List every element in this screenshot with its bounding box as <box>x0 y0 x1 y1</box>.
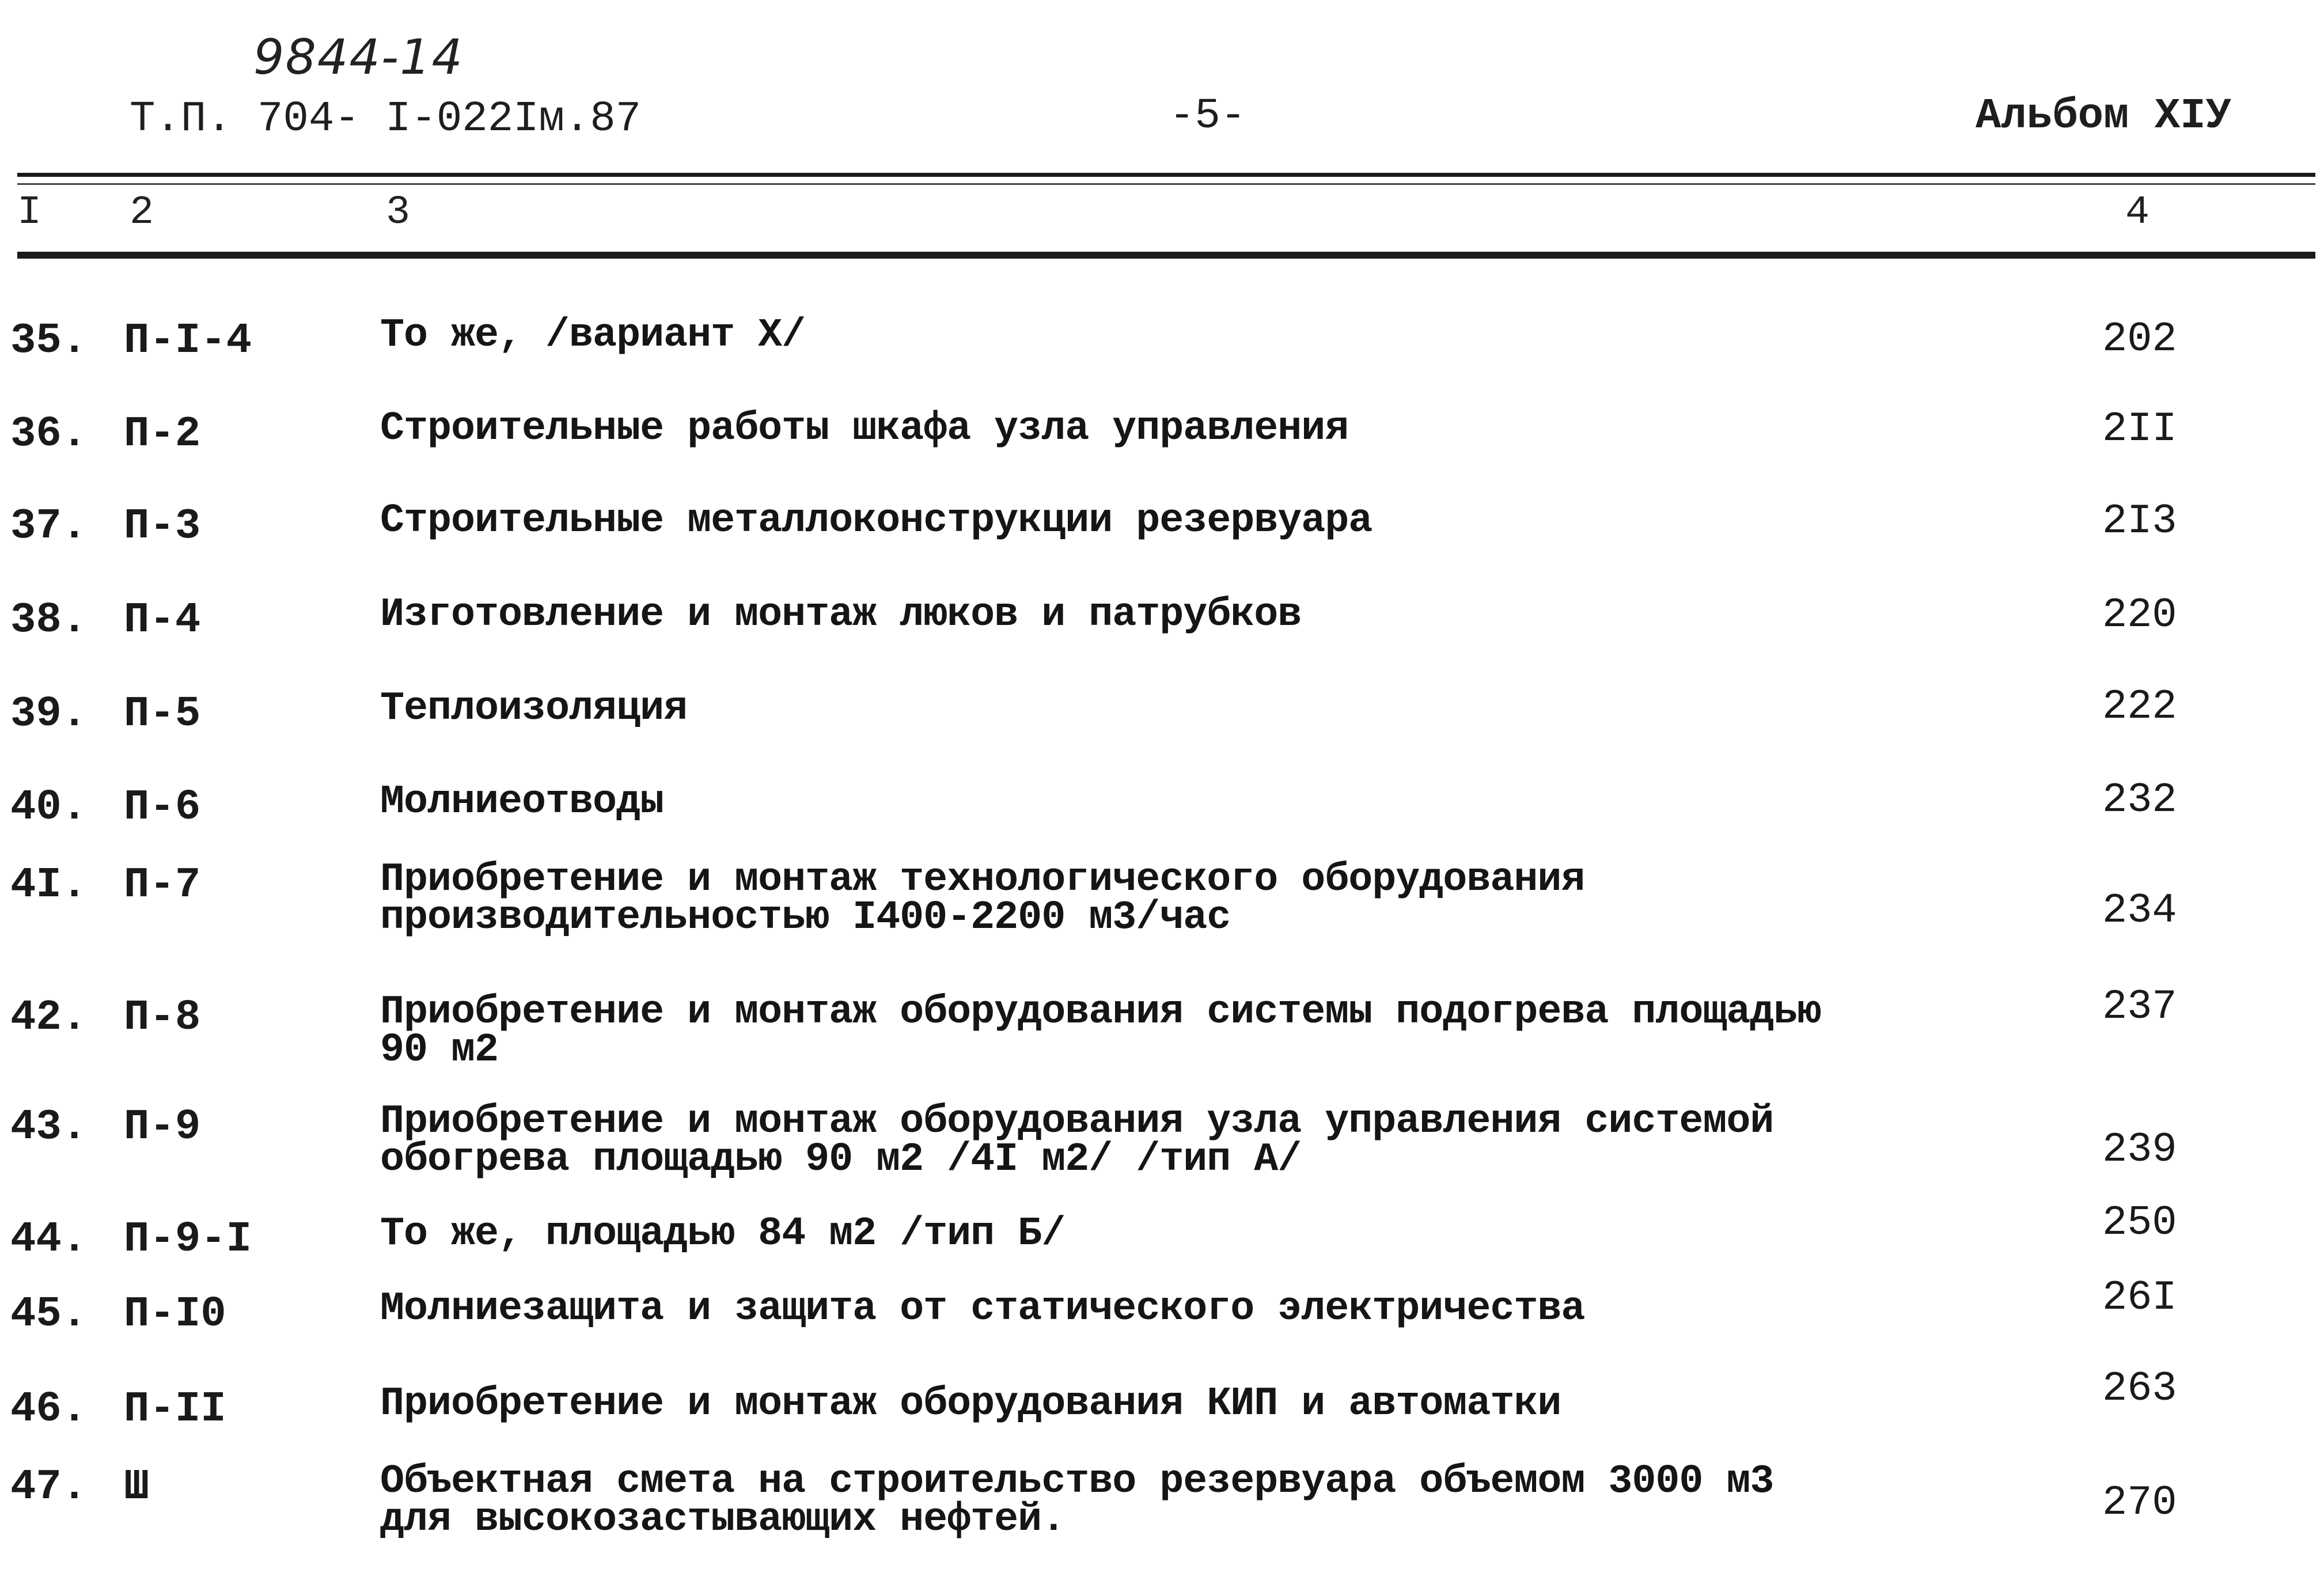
row-code: П-8 <box>124 994 201 1042</box>
top-rule-thin <box>17 183 2315 185</box>
row-description: Строительные работы шкафа узла управления <box>380 406 1349 452</box>
row-page: 239 <box>2102 1126 2177 1173</box>
row-code: П-I0 <box>124 1290 226 1339</box>
document-code: Т.П. 704- I-022Iм.87 <box>130 95 642 143</box>
header-bottom-rule <box>17 252 2315 259</box>
row-page: 263 <box>2102 1365 2177 1412</box>
row-number: 39. <box>10 690 88 738</box>
row-description: Приобретение и монтаж технологического оборудования производительностью I400-2200 м3/час <box>380 857 1585 941</box>
row-number: 46. <box>10 1385 88 1434</box>
column-number-3: 3 <box>386 190 411 236</box>
row-code: П-II <box>124 1385 226 1434</box>
row-page: 237 <box>2102 983 2177 1030</box>
row-description: Приобретение и монтаж оборудования узла управления системой обогрева площадью 90 м2 /4I м2/ /тип А/ <box>380 1099 1774 1183</box>
row-description: То же, /вариант X/ <box>380 313 806 358</box>
page-number: -5- <box>1169 92 1246 141</box>
column-number-2: 2 <box>130 190 154 236</box>
row-number: 43. <box>10 1103 88 1151</box>
row-code: П-3 <box>124 502 201 551</box>
row-description: Молниеотводы <box>380 779 664 825</box>
row-number: 36. <box>10 410 88 459</box>
row-number: 40. <box>10 783 88 832</box>
row-description: Приобретение и монтаж оборудования системы подогрева площадью 90 м2 <box>380 990 1821 1073</box>
row-description: Теплоизоляция <box>380 686 688 732</box>
column-number-4: 4 <box>2125 190 2150 236</box>
row-description: То же, площадью 84 м2 /тип Б/ <box>380 1211 1066 1257</box>
row-description: Строительные металлоконструкции резервуара <box>380 498 1373 544</box>
top-rule <box>17 173 2315 177</box>
row-number: 45. <box>10 1290 88 1339</box>
row-page: 26I <box>2102 1274 2177 1321</box>
row-code: П-5 <box>124 690 201 738</box>
row-number: 38. <box>10 596 88 645</box>
row-number: 42. <box>10 994 88 1042</box>
row-page: 250 <box>2102 1199 2177 1246</box>
album-label: Альбом XIУ <box>1976 92 2232 141</box>
row-description: Объектная смета на строительство резервуара объемом 3000 м3 для высокозастывающих нефтей. <box>380 1459 1774 1543</box>
row-page: 220 <box>2102 592 2177 639</box>
row-number: 4I. <box>10 861 88 910</box>
row-code: П-2 <box>124 410 201 459</box>
row-code: П-9 <box>124 1103 201 1151</box>
row-description: Молниезащита и защита от статического электричества <box>380 1286 1585 1332</box>
handwritten-note: 9844-14 <box>253 29 464 85</box>
row-code: Ш <box>124 1463 150 1511</box>
row-page: 222 <box>2102 683 2177 730</box>
row-page: 202 <box>2102 316 2177 363</box>
row-page: 232 <box>2102 776 2177 824</box>
row-description: Изготовление и монтаж люков и патрубков <box>380 592 1302 638</box>
row-page: 2II <box>2102 406 2177 453</box>
row-number: 44. <box>10 1215 88 1264</box>
row-number: 47. <box>10 1463 88 1511</box>
column-number-1: I <box>17 190 42 236</box>
row-description: Приобретение и монтаж оборудования КИП и автоматки <box>380 1381 1561 1427</box>
row-number: 37. <box>10 502 88 551</box>
row-page: 270 <box>2102 1479 2177 1526</box>
row-code: П-9-I <box>124 1215 252 1264</box>
row-number: 35. <box>10 317 88 365</box>
row-page: 2I3 <box>2102 498 2177 545</box>
row-code: П-6 <box>124 783 201 832</box>
row-page: 234 <box>2102 887 2177 934</box>
row-code: П-7 <box>124 861 201 910</box>
row-code: П-I-4 <box>124 317 252 365</box>
row-code: П-4 <box>124 596 201 645</box>
